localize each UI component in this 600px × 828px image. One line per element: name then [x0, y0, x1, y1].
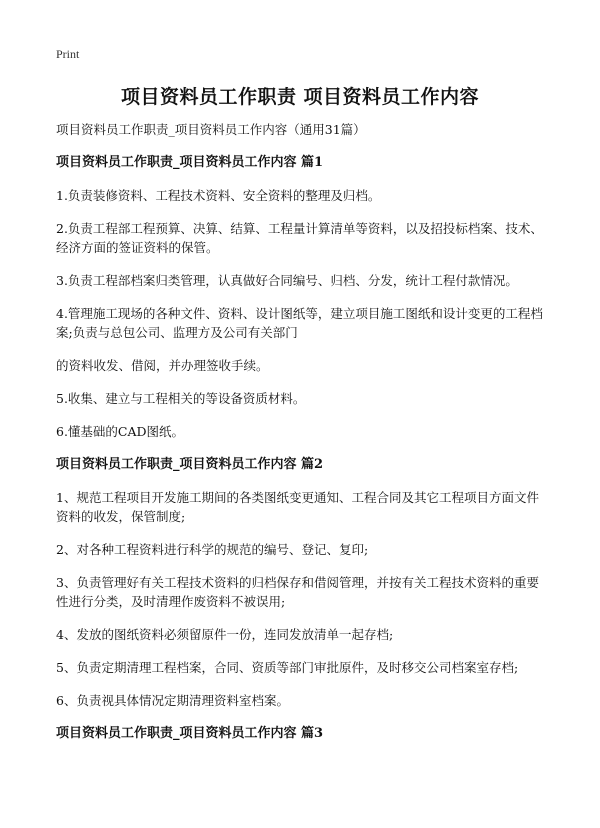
- section-1-item: 的资料收发、借阅，并办理签收手续。: [56, 358, 269, 373]
- section-heading-1: 项目资料员工作职责_项目资料员工作内容 篇1: [56, 155, 324, 170]
- section-2-item: 4、发放的图纸资料必须留原件一份，连同发放清单一起存档;: [56, 627, 394, 642]
- section-2-item: 5、负责定期清理工程档案，合同、资质等部门审批原件，及时移交公司档案室存档;: [56, 660, 519, 675]
- section-2-item: 2、对各种工程资料进行科学的规范的编号、登记、复印;: [56, 542, 369, 557]
- section-1-item: 2.负责工程部工程预算、决算、结算、工程量计算清单等资料，以及招投标档案、技术、经济方面的签证资料的保管。: [56, 221, 543, 255]
- section-1-item: 1.负责装修资料、工程技术资料、安全资料的整理及归档。: [56, 188, 381, 203]
- section-2-item: 3、负责管理好有关工程技术资料的归档保存和借阅管理，并按有关工程技术资料的重要性进行分类，及时清理作废资料不被误用;: [56, 575, 539, 609]
- print-label: Print: [56, 47, 80, 61]
- document-body: [56, 120, 546, 757]
- section-1-item: 3.负责工程部档案归类管理，认真做好合同编号、归档、分发，统计工程付款情况。: [56, 273, 518, 288]
- section-2-item: 1、规范工程项目开发施工期间的各类图纸变更通知、工程合同及其它工程项目方面文件资料的收发，保管制度;: [56, 490, 539, 524]
- section-1-item: 5.收集、建立与工程相关的等设备资质材料。: [56, 391, 306, 406]
- section-1-item: 6.懂基础的CAD图纸。: [56, 424, 185, 439]
- section-heading-2: 项目资料员工作职责_项目资料员工作内容 篇2: [56, 457, 324, 472]
- section-heading-3: 项目资料员工作职责_项目资料员工作内容 篇3: [56, 726, 324, 741]
- document-subtitle: 项目资料员工作职责_项目资料员工作内容（通用31篇）: [56, 122, 366, 137]
- section-2-item: 6、负责视具体情况定期清理资料室档案。: [56, 693, 289, 708]
- page-title: 项目资料员工作职责 项目资料员工作内容: [120, 86, 480, 108]
- section-1-item: 4.管理施工现场的各种文件、资料、设计图纸等，建立项目施工图纸和设计变更的工程档案;负责与总包公司、监理方及公司有关部门: [56, 306, 543, 340]
